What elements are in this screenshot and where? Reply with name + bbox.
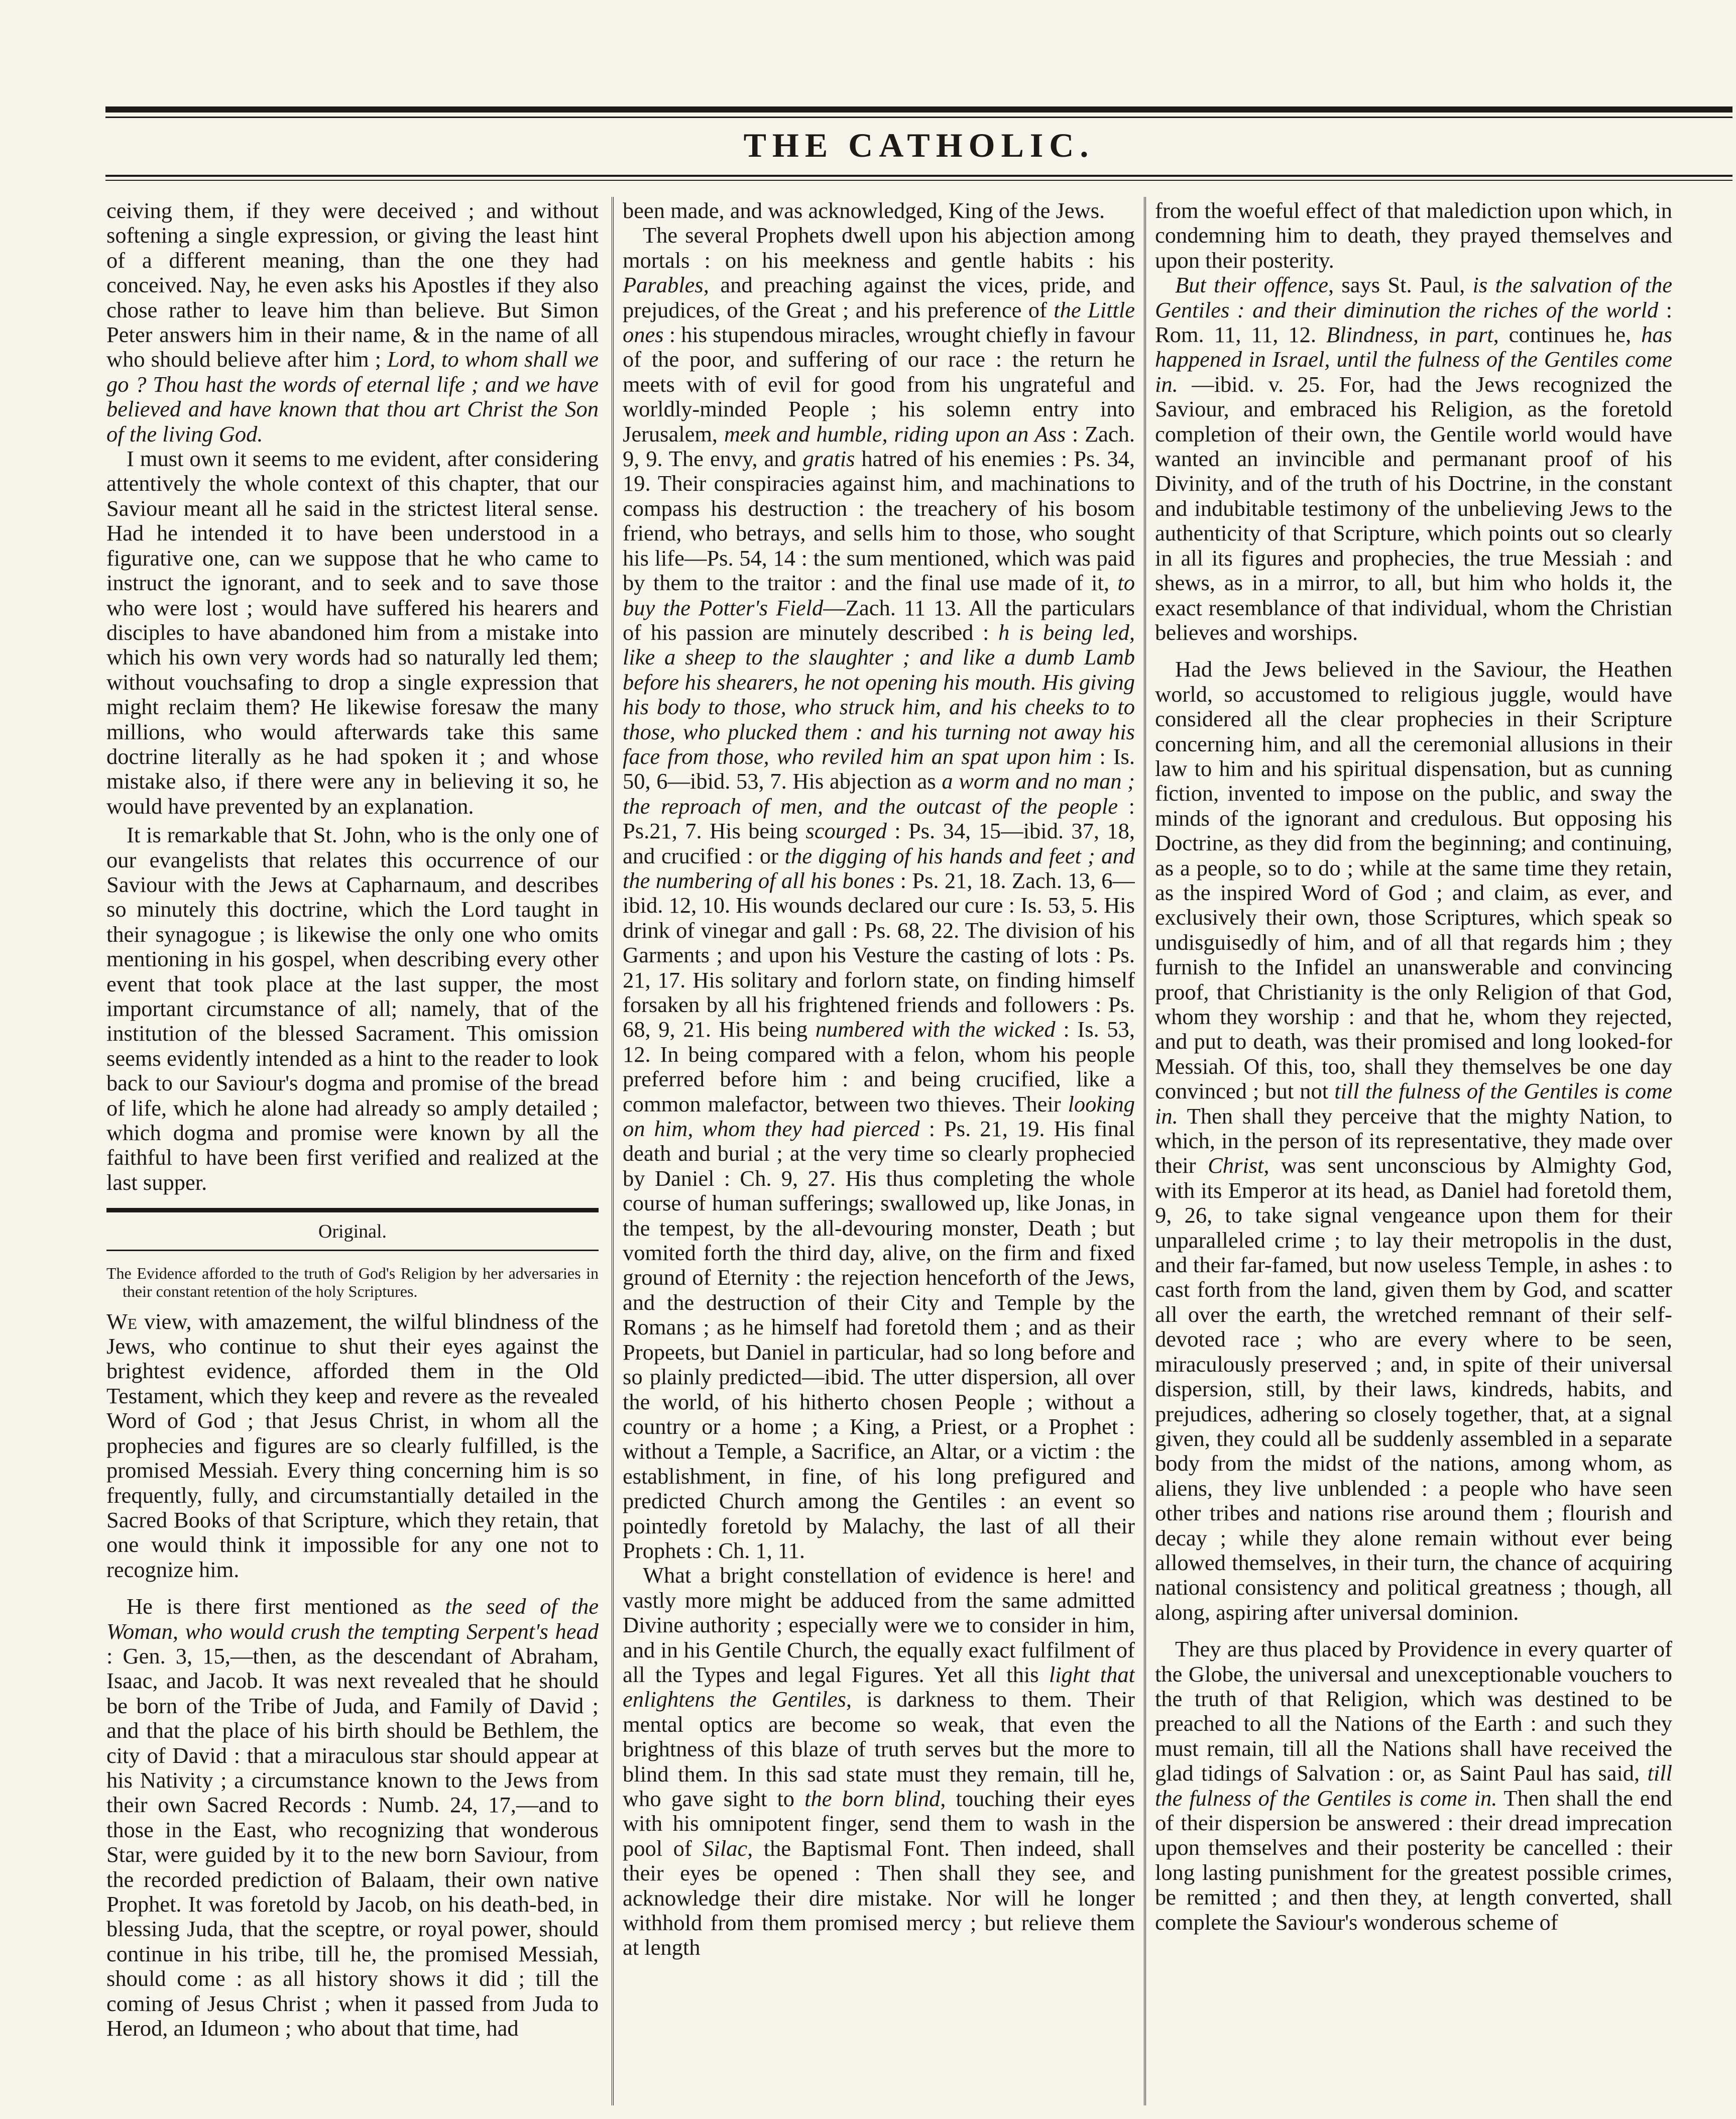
col1-paragraph-4: We view, with amazement, the wilful blindness of the Jews, who continue to shut their eyes against the brightest evidence, afforded them in the Old Testament, which they keep and revere as the revealed Word of God ; that Jesus Christ, in whom all the prophecies and figures are so clearly fulfilled, is the promised Messiah. Every thing concerning him is so frequently, fully, and circumstantially detailed in the Sacred Books of that Scripture, which they retain, that one would think it impossible for any one not to recognize him. xyxy=(106,1308,599,1582)
col2-paragraph-1: been made, and was acknowledged, King of the Jews. xyxy=(623,198,1105,223)
column-2 xyxy=(623,198,1135,2102)
column-separator-2 xyxy=(1144,197,1146,2105)
col1-paragraph-2: I must own it seems to me evident, after considering attentively the whole context of this chapter, that our Saviour meant all he said in the strictest literal sense. Had he intended it to have been understood in a figurative one, can we suppose that he who came to instruct the ignorant, and to seek and to save those who were lost ; would have suffered his hearers and disciples to have abandoned him from a mistake into which his own very words had so naturally led them; without vouchsafing to drop a single expression that might reclaim them? He likewise foresaw the many millions, who would afterwards take this same doctrine literally as he had spoken it ; and whose mistake also, if there were any in believing it so, he would have prevented by an explanation. xyxy=(106,446,599,819)
section-thin-rule xyxy=(106,1250,599,1251)
col1-paragraph-1: ceiving them, if they were deceived ; and without softening a single expression, or giving the least hint of a different meaning, than the one they had conceived. Nay, he even asks his Apostles if they also chose rather to leave him than believe. But Simon Peter answers him in their name, & in the name of all who should believe after him ; Lord, to whom shall we go ? Thou hast the words of eternal life ; and we have believed and have known that thou art Christ the Son of the living God. xyxy=(106,198,599,447)
masthead-title: THE CATHOLIC. xyxy=(743,126,1095,164)
column-separator-1 xyxy=(612,197,614,2105)
masthead-rule-top-thin xyxy=(105,117,1732,118)
col1-paragraph-5: He is there first mentioned as the seed of the Woman, who would crush the tempting Serpent's head : Gen. 3, 15,—then, as the descendant of Abraham, Isaac, and Jacob. It was next revealed that he should be born of the Tribe of Juda, and Family of David ; and that the place of his birth should be Bethlem, the city of David : that a miraculous star should appear at his Nativity ; a circumstance known to the Jews from their own Sacred Records : Numb. 24, 17,—and to those in the East, who recognizing that wonderous Star, were guided by it to the new born Saviour, from the recorded prediction of Balaam, their own native Prophet. It was foretold by Jacob, on his death-bed, in blessing Juda, that the sceptre, or royal power, should continue in his tribe, till he, the promised Messiah, should come : as all history shows it did ; till the coming of Jesus Christ ; when it passed from Juda to Herod, an Idumeon ; who about that time, had xyxy=(106,1594,599,2041)
masthead-rule-bottom-thin xyxy=(105,180,1732,181)
col3-paragraph-4: They are thus placed by Providence in every quarter of the Globe, the universal and unexceptionable vouchers to the truth of that Religion, which was destined to be preached to all the Nations of the Earth : and such they must remain, till all the Nations shall have received the glad tidings of Salvation : or, as Saint Paul has said, till the fulness of the Gentiles is come in. Then shall the end of their dispersion be answered : their dread imprecation upon themselves and their posterity be cancelled : their long lasting punishment for the greatest possible crimes, be remitted ; and then they, at length converted, shall complete the Saviour's wonderous scheme of xyxy=(1155,1636,1672,1935)
col3-paragraph-3: Had the Jews believed in the Saviour, the Heathen world, so accustomed to religious juggle, would have considered all the clear prophecies in their Scripture concerning him, and all the ceremonial allusions in their law to him and his spiritual dispensation, but as cunning fiction, invented to impose on the public, and sway the minds of the ignorant and credulous. But opposing his Doctrine, as they did from the beginning; and continuing, as a people, so to do ; while at the same time they retain, as the inspired Word of God ; and claim, as ever, and exclusively their own, those Scriptures, which speak so undisguisedly of him, and of all that regards him ; they furnish to the Infidel an unanswerable and convincing proof, that Christianity is the only Religion of that God, whom they worship : and that he, whom they rejected, and put to death, was their promised and long looked-for Messiah. Of this, too, shall they themselves be one day convinced ; but not till the fulness of the Gentiles is come in. Then shall they perceive that the mighty Nation, to which, in the person of its representative, they made over their Christ, was sent unconscious by Almighty God, with its Emperor at its head, as Daniel had foretold them, 9, 26, to take signal vengeance upon them for their unparalleled crime ; to lay their metropolis in the dust, and their far-famed, but now useless Temple, in ashes : to cast forth from the land, given them by God, and scatter all over the earth, the wretched remnant of their self-devoted race ; who are every where to be seen, miraculously preserved ; and, in spite of their universal dispersion, still, by their laws, kindreds, habits, and prejudices, adhering so closely together, that, at a signal given, they could all be suddenly assembled in a separate body from the midst of the nations, among whom, as aliens, they live unblended : a people who have seen other tribes and nations rise around them ; flourish and decay ; while they alone remain without ever being allowed themselves, in their turn, the chance of acquiring national consistency and political greatness ; though, all along, aspiring after universal dominion. xyxy=(1155,656,1672,1625)
col3-paragraph-1: from the woeful effect of that malediction upon which, in condemning him to death, they prayed themselves and upon their posterity. xyxy=(1155,198,1672,273)
col2-paragraph-3: What a bright constellation of evidence is here! and vastly more might be adduced from the same admitted Divine authority ; especially were we to consider in him, and in his Gentile Church, the equally exact fulfilment of all the Types and legal Figures. Yet all this light that enlightens the Gentiles, is darkness to them. Their mental optics are become so weak, that even the brightness of this blaze of truth serves but the more to blind them. In this sad state must they remain, till he, who gave sight to the born blind, touching their eyes with his omnipotent finger, send them to wash in the pool of Silac, the Baptismal Font. Then indeed, shall their eyes be opened : Then shall they see, and acknowledge their dire mistake. Nor will he longer withhold from them promised mercy ; but relieve them at length xyxy=(623,1563,1135,1960)
column-1 xyxy=(106,198,599,2102)
original-section-label: Original. xyxy=(318,1221,387,1243)
column-3 xyxy=(1155,198,1672,2102)
col1-paragraph-3: It is remarkable that St. John, who is the only one of our evangelists that relates this occurrence of our Saviour with the Jews at Capharnaum, and describes so minutely this doctrine, which the Lord taught in their synagogue ; is likewise the only one who omits mentioning in his gospel, when describing every other event that took place at the last supper, the most important circumstance of all; namely, that of the institution of the blessed Sacrament. This omission seems evidently intended as a hint to the reader to look back to our Saviour's dogma and promise of the bread of life, which he alone had already so amply detailed ; which dogma and promise were known by all the faithful to have been first verified and realized at the last supper. xyxy=(106,822,599,1195)
section-divider xyxy=(106,1208,599,1212)
col2-paragraph-2: The several Prophets dwell upon his abjection among mortals : on his meekness and gentle habits : his Parables, and preaching against the vices, pride, and prejudices, of the Great ; and his preference of the Little ones : his stupendous miracles, wrought chiefly in favour of the poor, and suffering of our race : the return he meets with of evil for good from his ungrateful and worldly-minded People ; his solemn entry into Jerusalem, meek and humble, riding upon an Ass : Zach. 9, 9. The envy, and gratis hatred of his enemies : Ps. 34, 19. Their conspiracies against him, and machinations to compass his destruction : the treachery of his bosom friend, who betrays, and sells him to those, who sought his life—Ps. 54, 14 : the sum mentioned, which was paid by them to the traitor : and the final use made of it, to buy the Potter's Field—Zach. 11 13. All the particulars of his passion are minutely described : h is being led, like a sheep to the slaughter ; and like a dumb Lamb before his shearers, he not opening his mouth. His giving his body to those, who struck him, and his cheeks to to those, who plucked them : and his turning not away his face from those, who reviled him an spat upon him : Is. 50, 6—ibid. 53, 7. His abjection as a worm and no man ; the reproach of men, and the outcast of the people : Ps.21, 7. His being scourged : Ps. 34, 15—ibid. 37, 18, and crucified : or the digging of his hands and feet ; and the numbering of all his bones : Ps. 21, 18. Zach. 13, 6—ibid. 12, 10. His wounds declared our cure : Is. 53, 5. His drink of vinegar and gall : Ps. 68, 22. The division of his Garments ; and upon his Vesture the casting of lots : Ps. 21, 17. His solitary and forlorn state, on finding himself forsaken by all his frightened friends and followers : Ps. 68, 9, 21. His being numbered with the wicked : Is. 53, 12. In being compared with a felon, whom his people preferred before him : and being crucified, like a common malefactor, between two thieves. Their looking on him, whom they had pierced : Ps. 21, 19. His final death and burial ; at the very time so clearly prophecied by Daniel : Ch. 9, 27. His thus completing the whole course of human sufferings; swallowed up, like Jonas, in the tempest, by the all-devouring monster, Death ; but vomited forth the third day, alive, on the firm and fixed ground of Eternity : the rejection henceforth of the Jews, and the destruction of their City and Temple by the Romans ; as he himself had foretold them ; and as their Propeets, but Daniel in particular, had so long before and so plainly predicted—ibid. The utter dispersion, all over the world, of his hitherto chosen People ; without a country or a home ; a King, a Priest, or a Prophet : without a Temple, a Sacrifice, an Altar, or a victim : the establishment, in fine, of his long prefigured and predicted Church among the Gentiles : an event so pointedly foretold by Malachy, the last of all their Prophets : Ch. 1, 11. xyxy=(623,222,1135,1563)
masthead-rule-top xyxy=(105,106,1732,113)
masthead-rule-bottom xyxy=(105,175,1732,177)
col3-paragraph-2: But their offence, says St. Paul, is the salvation of the Gentiles : and their diminution the riches of the world : Rom. 11, 11, 12. Blindness, in part, continues he, has happened in Israel, until the fulness of the Gentiles come in. —ibid. v. 25. For, had the Jews recognized the Saviour, and embraced his Religion, as the foretold completion of their own, the Gentile world would have wanted an invincible and permanant proof of his Divinity, and of the truth of his Doctrine, in the constant and indubitable testimony of the unbelieving Jews to the authenticity of that Scripture, which points out so clearly in all its figures and prophecies, the true Messiah : and shews, as in a mirror, to all, but him who holds it, the exact resemblance of that individual, whom the Christian believes and worships. xyxy=(1155,272,1672,645)
essay-title: The Evidence afforded to the truth of God's Religion by her adversaries in their constant retention of the holy Scriptures. xyxy=(106,1264,599,1300)
